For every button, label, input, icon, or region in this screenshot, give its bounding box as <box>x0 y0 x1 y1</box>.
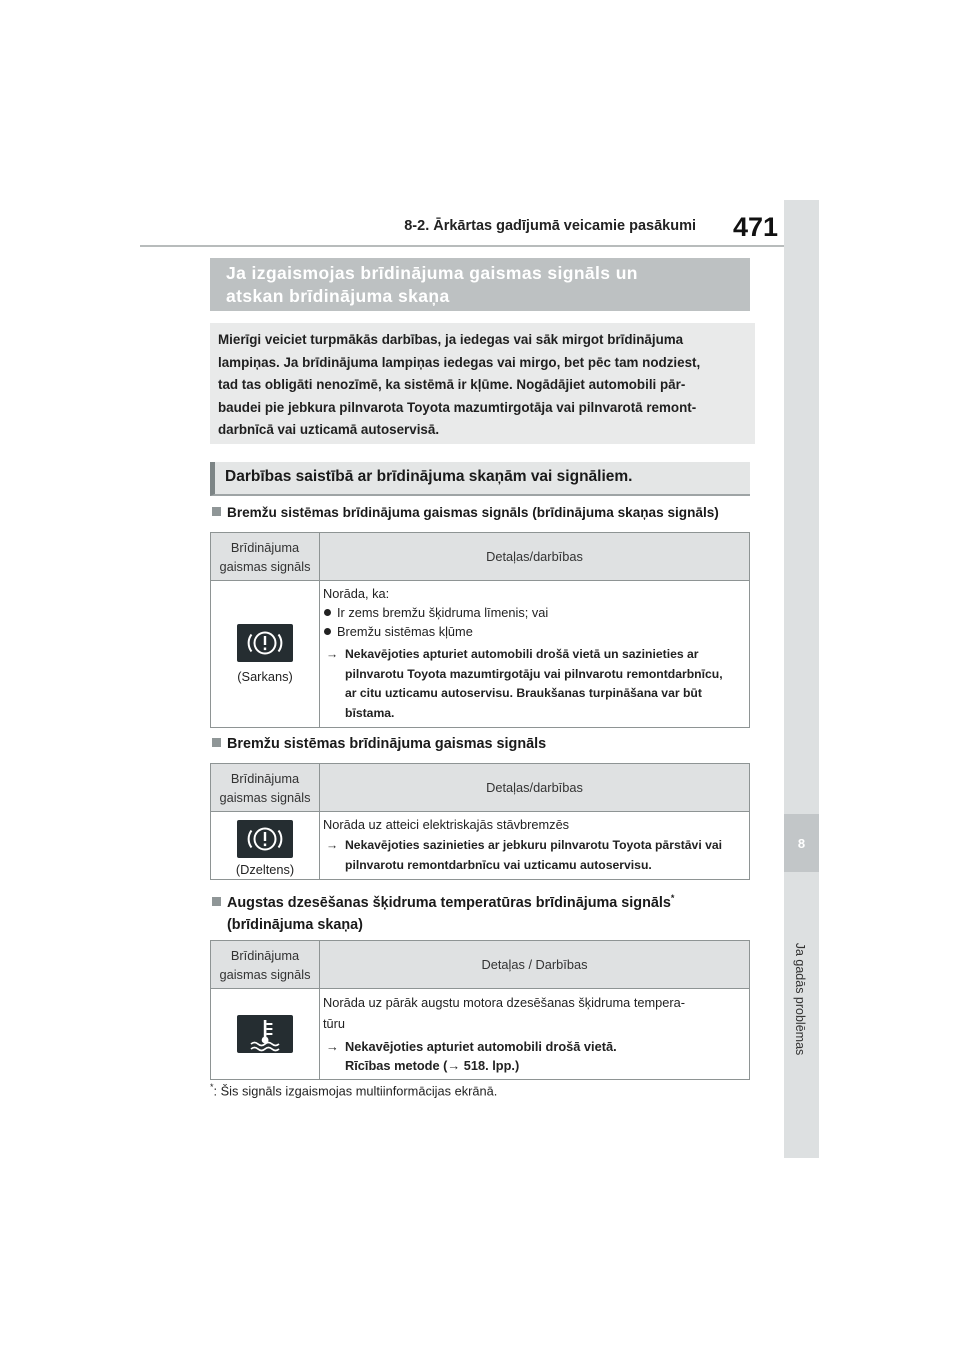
footnote-text: : Šis signāls izgaismojas multiinformācijas ekrānā. <box>213 1083 498 1099</box>
section-heading-text: Bremžu sistēmas brīdinājuma gaismas signāls (brīdinājuma skaņas signāls) <box>227 505 719 520</box>
table-row <box>211 812 750 880</box>
chapter-label <box>776 884 824 1114</box>
signal-cell <box>211 812 320 880</box>
section-heading-coolant <box>212 887 752 936</box>
action-instruction: → Nekavējoties apturiet automobili drošā vietā un sazinieties ar pilnvarotu Toyota mazumtirgotāju vai pilnvarotu remontdarbnīcu, ar citu uzticamu autoservisu. Braukšanas turpināšana var būt bīstama. <box>323 645 743 723</box>
section-heading-brake-yellow <box>212 733 546 755</box>
details-cell <box>320 812 750 880</box>
section-heading-text: (brīdinājuma skaņa) <box>227 916 363 933</box>
brake-warning-icon <box>237 624 293 662</box>
details-intro: Norāda uz pārāk augstu motora dzesēšanas šķidruma tempera- tūru <box>323 995 686 1031</box>
section-heading-brake-red <box>212 505 719 520</box>
intro-line: darbnīcā vai uzticamā autoservisā. <box>218 422 440 437</box>
col-header-signal: Brīdinājuma gaismas signāls <box>211 941 320 989</box>
col-header-signal: Brīdinājuma gaismas signāls <box>211 533 320 581</box>
table-header-row <box>211 941 750 989</box>
section-title: 8-2. Ārkārtas gadījumā veicamie pasākumi <box>404 218 696 234</box>
table-header-row <box>211 533 750 581</box>
bullet-dot-icon <box>324 609 331 616</box>
signal-cell <box>211 581 320 728</box>
subheading-text: Darbības saistībā ar brīdinājuma skaņām vai signāliem. <box>225 468 633 485</box>
page-title-box <box>210 258 750 311</box>
col-header-details: Detaļas/darbības <box>320 533 750 581</box>
details-intro: Norāda uz atteici elektriskajās stāvbremzēs <box>323 817 570 832</box>
chapter-number-tab[interactable]: 8 <box>784 814 819 872</box>
details-intro: Norāda, ka: <box>323 586 390 601</box>
intro-box <box>210 323 755 444</box>
action-instruction: → Nekavējoties apturiet automobili drošā vietā. Rīcības metode (→ 518. lpp.) <box>323 1037 743 1075</box>
table-header-row <box>211 764 750 812</box>
intro-line: lampiņas. Ja brīdinājuma lampiņas iedegas vai mirgo, bet pēc tam nodziest, <box>218 354 701 370</box>
intro-line: baudei pie jebkura pilnvarota Toyota mazumtirgotāja vai pilnvarotā remont- <box>218 399 697 415</box>
square-bullet-icon <box>212 897 221 906</box>
header-rule <box>140 245 784 247</box>
footnote-mark: * <box>210 1082 214 1092</box>
table-row <box>211 989 750 1080</box>
footnote <box>210 1082 497 1098</box>
col-header-signal: Brīdinājuma gaismas signāls <box>211 764 320 812</box>
warning-table-brake-red <box>210 532 750 728</box>
signal-cell <box>211 989 320 1080</box>
arrow-icon: → <box>326 647 339 661</box>
section-heading-text: Bremžu sistēmas brīdinājuma gaismas signāls <box>227 736 547 752</box>
warning-table-brake-yellow <box>210 763 750 880</box>
list-item: Bremžu sistēmas kļūme <box>323 622 743 641</box>
page-number: 471 <box>733 212 779 242</box>
intro-line: tad tas obligāti nenozīmē, ka sistēmā ir kļūme. Nogādājiet automobili pār- <box>218 377 686 392</box>
square-bullet-icon <box>212 507 221 516</box>
bullet-dot-icon <box>324 628 331 635</box>
brake-warning-icon <box>237 820 293 858</box>
table-row <box>211 581 750 728</box>
subheading <box>210 462 750 496</box>
col-header-details: Detaļas / Darbības <box>320 941 750 989</box>
action-instruction: → Nekavējoties sazinieties ar jebkuru pilnvarotu Toyota pārstāvi vai pilnvarotu remontdarbnīcu vai uzticamu autoservisu. <box>323 836 743 875</box>
details-cell <box>320 581 750 728</box>
col-header-details: Detaļas/darbības <box>320 764 750 812</box>
chapter-label-text: Ja gadās problēmas <box>793 942 807 1056</box>
coolant-temperature-icon <box>237 1015 293 1053</box>
details-cell <box>320 989 750 1080</box>
color-label: (Dzeltens) <box>235 861 295 877</box>
list-item: Ir zems bremžu šķidruma līmenis; vai <box>323 603 743 622</box>
footnote-mark: * <box>670 893 675 903</box>
square-bullet-icon <box>212 738 221 747</box>
page-title-line1: Ja izgaismojas brīdinājuma gaismas signāls un <box>226 263 638 283</box>
warning-table-coolant <box>210 940 750 1080</box>
section-heading-text: Augstas dzesēšanas šķidruma temperatūras brīdinājuma signāls <box>227 894 671 911</box>
intro-line: Mierīgi veiciet turpmākās darbības, ja iedegas vai sāk mirgot brīdinājuma <box>218 332 684 347</box>
page-title-line2: atskan brīdinājuma skaņa <box>226 286 450 306</box>
color-label: (Sarkans) <box>237 669 293 684</box>
arrow-icon: → <box>326 1039 339 1054</box>
arrow-icon: → <box>447 1058 461 1073</box>
arrow-icon: → <box>326 838 339 852</box>
